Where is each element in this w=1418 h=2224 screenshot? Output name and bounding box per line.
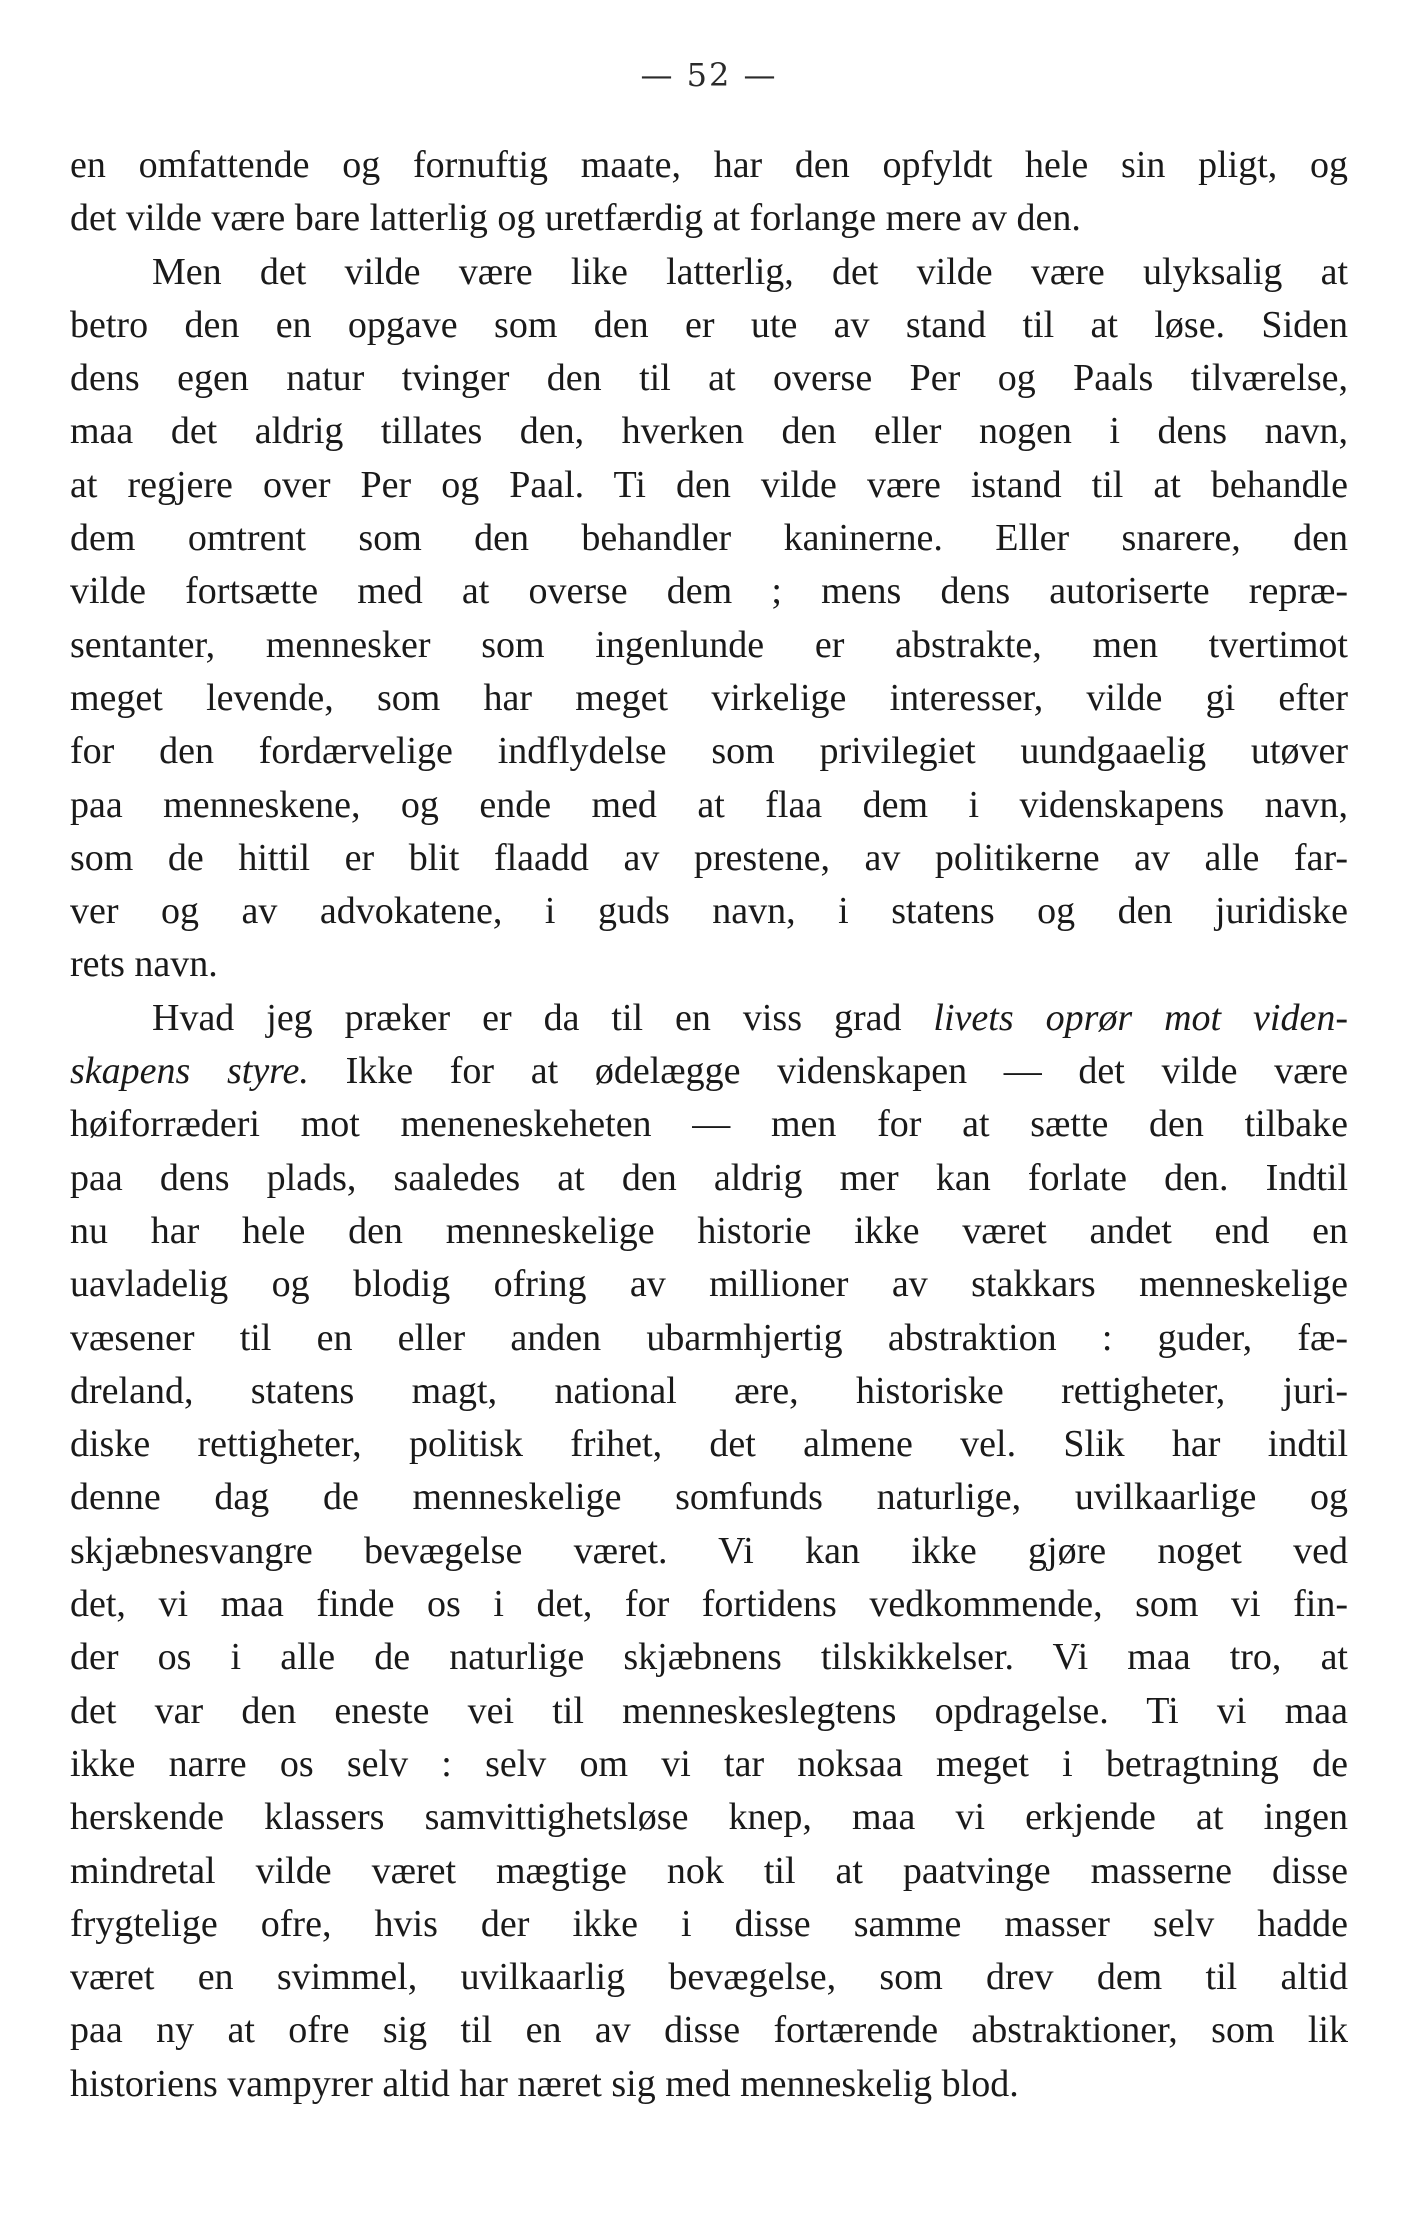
text-line: for den fordærvelige indflydelse som privilegiet uundgaaelig utøver xyxy=(70,730,1348,773)
text-run: Hvad jeg præker er da til en viss grad xyxy=(152,996,934,1039)
text-line: været en svimmel, uvilkaarlig bevægelse, som drev dem til altid xyxy=(70,1956,1348,1999)
text-line: der os i alle de naturlige skjæbnens tilskikkelser. Vi maa tro, at xyxy=(70,1636,1348,1679)
text-line: nu har hele den menneskelige historie ikke været andet end en xyxy=(70,1209,1348,1252)
text-line: maa det aldrig tillates den, hverken den eller nogen i dens navn, xyxy=(70,410,1348,453)
text-line: rets navn. xyxy=(70,943,218,986)
text-line: at regjere over Per og Paal. Ti den vilde være istand til at behandle xyxy=(70,463,1348,506)
text-line: det vilde være bare latterlig og uretfærdig at forlange mere av den. xyxy=(70,197,1081,240)
text-line: dem omtrent som den behandler kaninerne. Eller snarere, den xyxy=(70,517,1348,560)
text-line: dreland, statens magt, national ære, historiske rettigheter, juri- xyxy=(70,1369,1348,1412)
text-line xyxy=(70,1045,1348,1098)
text-line: vilde fortsætte med at overse dem ; mens dens autoriserte repræ- xyxy=(70,570,1348,613)
text-line: paa dens plads, saaledes at den aldrig mer kan forlate den. Indtil xyxy=(70,1156,1348,1199)
text-run: Ikke for at ødelægge videnskapen — det vilde være xyxy=(308,1050,1348,1093)
text-line: herskende klassers samvittighetsløse knep, maa vi erkjende at ingen xyxy=(70,1796,1348,1839)
text-line: meget levende, som har meget virkelige interesser, vilde gi efter xyxy=(70,676,1348,719)
body-text xyxy=(70,139,1348,2111)
text-line: sentanter, mennesker som ingenlunde er abstrakte, men tvertimot xyxy=(70,623,1348,666)
text-line: paa menneskene, og ende med at flaa dem i videnskapens navn, xyxy=(70,783,1348,826)
text-line: ikke narre os selv : selv om vi tar noksaa meget i betragtning de xyxy=(70,1742,1348,1785)
text-line: væsener til en eller anden ubarmhjertig abstraktion : guder, fæ- xyxy=(70,1316,1348,1359)
text-line: historiens vampyrer altid har næret sig med menneskelig blod. xyxy=(70,2062,1019,2105)
text-line: betro den en opgave som den er ute av stand til at løse. Siden xyxy=(70,303,1348,346)
italic-phrase: skapens styre. xyxy=(70,1050,309,1093)
text-line: dens egen natur tvinger den til at overse Per og Paals tilværelse, xyxy=(70,357,1348,400)
text-line: paa ny at ofre sig til en av disse fortærende abstraktioner, som lik xyxy=(70,2009,1348,2052)
text-line: diske rettigheter, politisk frihet, det almene vel. Slik har indtil xyxy=(70,1423,1348,1466)
text-line: frygtelige ofre, hvis der ikke i disse samme masser selv hadde xyxy=(70,1902,1348,1945)
text-line: det var den eneste vei til menneskeslegtens opdragelse. Ti vi maa xyxy=(70,1689,1348,1732)
text-line xyxy=(70,992,1348,1045)
page-number: — 52 — xyxy=(640,56,778,94)
text-line: Men det vilde være like latterlig, det vilde være ulyksalig at xyxy=(152,250,1348,293)
text-line: en omfattende og fornuftig maate, har den opfyldt hele sin pligt, og xyxy=(70,144,1348,186)
text-line: denne dag de menneskelige somfunds naturlige, uvilkaarlige og xyxy=(70,1476,1348,1519)
text-line: ver og av advokatene, i guds navn, i statens og den juridiske xyxy=(70,890,1348,933)
text-line: skjæbnesvangre bevægelse været. Vi kan ikke gjøre noget ved xyxy=(70,1529,1348,1572)
text-line: høiforræderi mot meneneskeheten — men for at sætte den tilbake xyxy=(70,1103,1348,1146)
text-line: som de hittil er blit flaadd av prestene, av politikerne av alle far- xyxy=(70,836,1348,879)
text-line: uavladelig og blodig ofring av millioner av stakkars menneskelige xyxy=(70,1263,1348,1306)
italic-phrase: livets oprør mot viden- xyxy=(933,996,1348,1039)
text-line: det, vi maa finde os i det, for fortidens vedkommende, som vi fin- xyxy=(70,1583,1348,1626)
text-line: mindretal vilde været mægtige nok til at paatvinge masserne disse xyxy=(70,1849,1348,1892)
